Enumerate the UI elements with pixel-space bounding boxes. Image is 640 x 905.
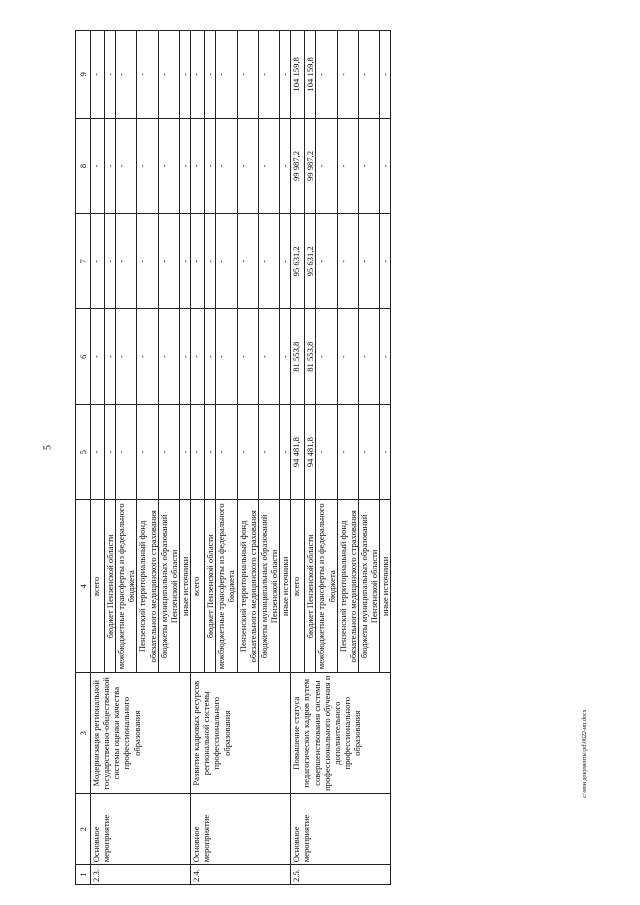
value-cell: - (191, 118, 205, 213)
item-name: Повышение статуса педагогических кадров путем совершенствования системы профессионального обучения и дополнительного профессионального образования (291, 673, 391, 794)
value-cell: 95 631,2 (305, 214, 316, 309)
header-cell: 1 (76, 865, 91, 885)
footer-file-path: c:\мои документы\pd\0622-ип.docx (582, 709, 588, 798)
value-cell: - (116, 404, 137, 499)
value-cell: - (337, 214, 358, 309)
value-cell: - (91, 214, 105, 309)
value-cell: - (280, 309, 291, 404)
value-cell: - (137, 404, 158, 499)
value-cell: - (191, 404, 205, 499)
value-cell: - (158, 31, 179, 119)
value-cell: - (380, 404, 391, 499)
value-cell: - (116, 31, 137, 119)
value-cell: - (280, 31, 291, 119)
value-cell: - (280, 214, 291, 309)
value-cell: - (105, 404, 116, 499)
item-number: 2.5. (291, 865, 391, 885)
source-label: межбюджетные трансферты из федерального бюджета (116, 500, 137, 673)
rotated-table-container (75, 30, 590, 885)
header-cell: 7 (76, 214, 91, 309)
value-cell: - (116, 214, 137, 309)
source-label: иные источники (179, 500, 190, 673)
value-cell: - (91, 31, 105, 119)
value-cell: - (237, 404, 258, 499)
header-cell: 5 (76, 404, 91, 499)
value-cell: - (191, 309, 205, 404)
value-cell: - (258, 404, 279, 499)
value-cell: - (380, 214, 391, 309)
value-cell: - (258, 214, 279, 309)
item-number: 2.4. (191, 865, 291, 885)
source-label: всего (191, 500, 205, 673)
item-type: Основное мероприятие (191, 794, 291, 865)
value-cell: - (179, 31, 190, 119)
value-cell: 81 553,8 (291, 309, 305, 404)
value-cell: - (179, 214, 190, 309)
value-cell: - (179, 309, 190, 404)
value-cell: - (158, 404, 179, 499)
value-cell: 94 481,8 (305, 404, 316, 499)
table-row (191, 31, 205, 885)
value-cell: - (205, 31, 216, 119)
header-cell: 3 (76, 673, 91, 794)
header-cell: 2 (76, 794, 91, 865)
value-cell: - (105, 31, 116, 119)
value-cell: - (316, 404, 337, 499)
value-cell: - (216, 404, 237, 499)
item-name: Модернизация региональной государственно-общественной системы оценки качества профессионального образования (91, 673, 191, 794)
value-cell: 104 159,8 (291, 31, 305, 119)
item-name: Развитие кадровых ресурсов региональной системы профессионального образования (191, 673, 291, 794)
value-cell: - (158, 118, 179, 213)
value-cell: - (205, 214, 216, 309)
source-label: бюджеты муниципальных образований Пензенской области (358, 500, 379, 673)
value-cell: - (137, 31, 158, 119)
value-cell: - (179, 404, 190, 499)
header-cell: 8 (76, 118, 91, 213)
item-number: 2.3. (91, 865, 191, 885)
value-cell: - (116, 309, 137, 404)
value-cell: - (258, 31, 279, 119)
value-cell: - (358, 118, 379, 213)
funding-table (75, 30, 391, 885)
value-cell: - (358, 404, 379, 499)
value-cell: - (91, 118, 105, 213)
value-cell: 104 159,8 (305, 31, 316, 119)
value-cell: - (158, 309, 179, 404)
value-cell: - (216, 214, 237, 309)
value-cell: - (216, 309, 237, 404)
value-cell: 99 987,2 (305, 118, 316, 213)
value-cell: - (191, 31, 205, 119)
page-number: 5 (42, 445, 54, 450)
value-cell: - (280, 404, 291, 499)
value-cell: - (380, 309, 391, 404)
source-label: иные источники (380, 500, 391, 673)
source-label: Пензенский территориальный фонд обязательного медицинского страхования (137, 500, 158, 673)
source-label: бюджет Пензенской области (205, 500, 216, 673)
value-cell: - (205, 404, 216, 499)
source-label: Пензенский территориальный фонд обязательного медицинского страхования (237, 500, 258, 673)
header-row (76, 31, 91, 885)
value-cell: - (337, 404, 358, 499)
value-cell: - (380, 118, 391, 213)
table-row (91, 31, 105, 885)
source-label: бюджет Пензенской области (305, 500, 316, 673)
item-type: Основное мероприятие (291, 794, 391, 865)
value-cell: - (380, 31, 391, 119)
value-cell: - (105, 214, 116, 309)
value-cell: - (105, 309, 116, 404)
source-label: межбюджетные трансферты из федерального бюджета (216, 500, 237, 673)
value-cell: - (316, 309, 337, 404)
value-cell: - (337, 309, 358, 404)
value-cell: - (137, 214, 158, 309)
value-cell: - (316, 118, 337, 213)
value-cell: 94 481,8 (291, 404, 305, 499)
value-cell: - (137, 118, 158, 213)
value-cell: - (358, 214, 379, 309)
value-cell: - (237, 31, 258, 119)
value-cell: 81 553,8 (305, 309, 316, 404)
value-cell: - (158, 214, 179, 309)
source-label: бюджет Пензенской области (105, 500, 116, 673)
item-type: Основное мероприятие (91, 794, 191, 865)
value-cell: - (337, 31, 358, 119)
value-cell: - (191, 214, 205, 309)
source-label: бюджеты муниципальных образований Пензенской области (258, 500, 279, 673)
value-cell: - (358, 31, 379, 119)
value-cell: - (237, 309, 258, 404)
value-cell: 99 987,2 (291, 118, 305, 213)
value-cell: - (316, 31, 337, 119)
value-cell: - (216, 31, 237, 119)
source-label: бюджеты муниципальных образований Пензенской области (158, 500, 179, 673)
source-label: Пензенский территориальный фонд обязательного медицинского страхования (337, 500, 358, 673)
value-cell: - (358, 309, 379, 404)
value-cell: - (91, 404, 105, 499)
value-cell: - (91, 309, 105, 404)
header-cell: 9 (76, 31, 91, 119)
value-cell: - (316, 214, 337, 309)
value-cell: - (116, 118, 137, 213)
value-cell: - (237, 214, 258, 309)
value-cell: - (337, 118, 358, 213)
value-cell: - (237, 118, 258, 213)
value-cell: - (205, 118, 216, 213)
value-cell: - (105, 118, 116, 213)
header-cell: 4 (76, 500, 91, 673)
value-cell: - (258, 309, 279, 404)
source-label: всего (291, 500, 305, 673)
value-cell: - (216, 118, 237, 213)
value-cell: - (280, 118, 291, 213)
table-row (291, 31, 305, 885)
source-label: всего (91, 500, 105, 673)
value-cell: - (179, 118, 190, 213)
value-cell: 95 631,2 (291, 214, 305, 309)
value-cell: - (205, 309, 216, 404)
value-cell: - (258, 118, 279, 213)
source-label: иные источники (280, 500, 291, 673)
source-label: межбюджетные трансферты из федерального бюджета (316, 500, 337, 673)
header-cell: 6 (76, 309, 91, 404)
value-cell: - (137, 309, 158, 404)
